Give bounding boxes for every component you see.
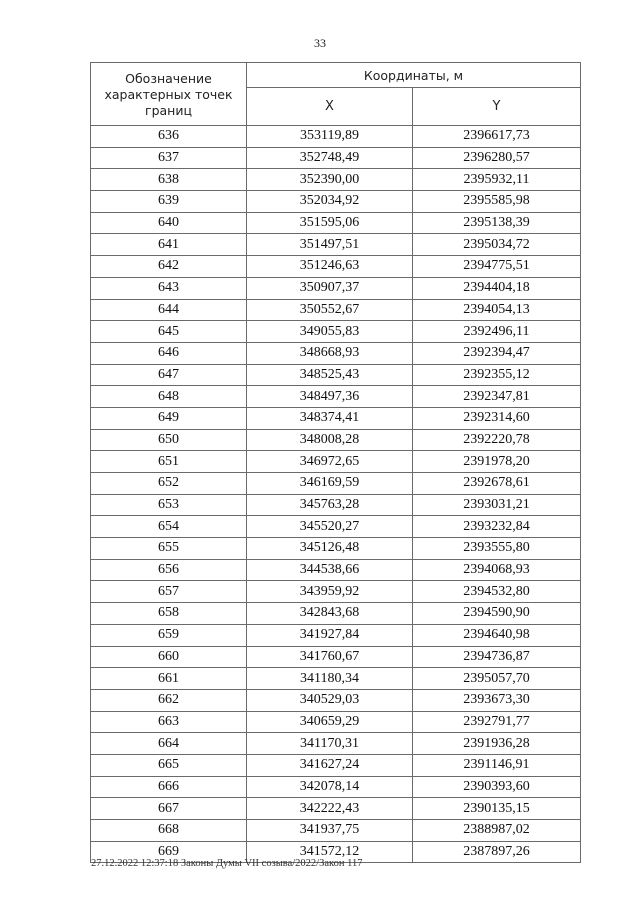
x-coordinate-cell: 352034,92	[247, 191, 413, 213]
y-coordinate-cell: 2396617,73	[413, 126, 581, 148]
y-coordinate-cell: 2395034,72	[413, 234, 581, 256]
x-coordinate-cell: 353119,89	[247, 126, 413, 148]
table-row	[91, 169, 581, 191]
point-id-cell: 648	[91, 386, 247, 408]
y-coordinate-cell: 2394775,51	[413, 256, 581, 278]
x-coordinate-cell: 349055,83	[247, 321, 413, 343]
point-id-cell: 651	[91, 451, 247, 473]
table-row	[91, 516, 581, 538]
y-coordinate-cell: 2394054,13	[413, 299, 581, 321]
table-row	[91, 559, 581, 581]
x-coordinate-cell: 342078,14	[247, 776, 413, 798]
table-row	[91, 256, 581, 278]
y-coordinate-cell: 2391978,20	[413, 451, 581, 473]
x-coordinate-cell: 346169,59	[247, 473, 413, 495]
table-row	[91, 711, 581, 733]
point-id-cell: 649	[91, 407, 247, 429]
table-row	[91, 126, 581, 148]
table-body	[91, 126, 581, 863]
point-id-cell: 656	[91, 559, 247, 581]
table-row	[91, 299, 581, 321]
y-coordinate-cell: 2394736,87	[413, 646, 581, 668]
point-id-cell: 652	[91, 473, 247, 495]
header-x: X	[247, 88, 413, 126]
y-coordinate-cell: 2395057,70	[413, 668, 581, 690]
point-id-cell: 667	[91, 798, 247, 820]
x-coordinate-cell: 343959,92	[247, 581, 413, 603]
y-coordinate-cell: 2393031,21	[413, 494, 581, 516]
header-y: Y	[413, 88, 581, 126]
table-row	[91, 776, 581, 798]
y-coordinate-cell: 2392496,11	[413, 321, 581, 343]
table-row	[91, 147, 581, 169]
table-row	[91, 754, 581, 776]
x-coordinate-cell: 346972,65	[247, 451, 413, 473]
x-coordinate-cell: 345126,48	[247, 538, 413, 560]
point-id-cell: 644	[91, 299, 247, 321]
point-id-cell: 641	[91, 234, 247, 256]
y-coordinate-cell: 2390393,60	[413, 776, 581, 798]
table-row	[91, 538, 581, 560]
x-coordinate-cell: 341937,75	[247, 820, 413, 842]
y-coordinate-cell: 2395932,11	[413, 169, 581, 191]
point-id-cell: 639	[91, 191, 247, 213]
point-id-cell: 659	[91, 624, 247, 646]
y-coordinate-cell: 2394068,93	[413, 559, 581, 581]
table-row	[91, 234, 581, 256]
point-id-cell: 660	[91, 646, 247, 668]
y-coordinate-cell: 2394404,18	[413, 277, 581, 299]
y-coordinate-cell: 2391146,91	[413, 754, 581, 776]
table-row	[91, 668, 581, 690]
table-row	[91, 820, 581, 842]
point-id-cell: 655	[91, 538, 247, 560]
page-number: 33	[314, 36, 326, 50]
x-coordinate-cell: 352748,49	[247, 147, 413, 169]
x-coordinate-cell: 340659,29	[247, 711, 413, 733]
y-coordinate-cell: 2388987,02	[413, 820, 581, 842]
table-row	[91, 451, 581, 473]
y-coordinate-cell: 2393555,80	[413, 538, 581, 560]
coordinates-table	[90, 62, 581, 863]
table-row	[91, 407, 581, 429]
x-coordinate-cell: 342843,68	[247, 603, 413, 625]
point-id-cell: 663	[91, 711, 247, 733]
x-coordinate-cell: 351595,06	[247, 212, 413, 234]
y-coordinate-cell: 2394590,90	[413, 603, 581, 625]
point-id-cell: 650	[91, 429, 247, 451]
x-coordinate-cell: 348497,36	[247, 386, 413, 408]
point-id-cell: 637	[91, 147, 247, 169]
point-id-cell: 653	[91, 494, 247, 516]
x-coordinate-cell: 351246,63	[247, 256, 413, 278]
point-id-cell: 657	[91, 581, 247, 603]
table-row	[91, 473, 581, 495]
y-coordinate-cell: 2392678,61	[413, 473, 581, 495]
header-coordinates: Координаты, м	[247, 63, 581, 88]
table-row	[91, 624, 581, 646]
x-coordinate-cell: 345763,28	[247, 494, 413, 516]
x-coordinate-cell: 340529,03	[247, 689, 413, 711]
y-coordinate-cell: 2392355,12	[413, 364, 581, 386]
x-coordinate-cell: 341170,31	[247, 733, 413, 755]
point-id-cell: 661	[91, 668, 247, 690]
table-row	[91, 386, 581, 408]
document-footer: 27.12.2022 12:37:18 Законы Думы VII созыва/2022/Закон 117	[91, 858, 363, 869]
x-coordinate-cell: 350552,67	[247, 299, 413, 321]
x-coordinate-cell: 348668,93	[247, 342, 413, 364]
x-coordinate-cell: 341627,24	[247, 754, 413, 776]
x-coordinate-cell: 350907,37	[247, 277, 413, 299]
table-row	[91, 212, 581, 234]
point-id-cell: 640	[91, 212, 247, 234]
point-id-cell: 658	[91, 603, 247, 625]
x-coordinate-cell: 351497,51	[247, 234, 413, 256]
table-row	[91, 342, 581, 364]
x-coordinate-cell: 352390,00	[247, 169, 413, 191]
point-id-cell: 665	[91, 754, 247, 776]
y-coordinate-cell: 2392347,81	[413, 386, 581, 408]
y-coordinate-cell: 2393673,30	[413, 689, 581, 711]
table-row	[91, 689, 581, 711]
x-coordinate-cell: 341760,67	[247, 646, 413, 668]
y-coordinate-cell: 2394532,80	[413, 581, 581, 603]
x-coordinate-cell: 348374,41	[247, 407, 413, 429]
table-row	[91, 429, 581, 451]
point-id-cell: 646	[91, 342, 247, 364]
x-coordinate-cell: 345520,27	[247, 516, 413, 538]
point-id-cell: 636	[91, 126, 247, 148]
table-row	[91, 603, 581, 625]
y-coordinate-cell: 2392791,77	[413, 711, 581, 733]
y-coordinate-cell: 2392220,78	[413, 429, 581, 451]
y-coordinate-cell: 2395585,98	[413, 191, 581, 213]
x-coordinate-cell: 348525,43	[247, 364, 413, 386]
table-row	[91, 646, 581, 668]
x-coordinate-cell: 341927,84	[247, 624, 413, 646]
y-coordinate-cell: 2393232,84	[413, 516, 581, 538]
point-id-cell: 645	[91, 321, 247, 343]
point-id-cell: 666	[91, 776, 247, 798]
y-coordinate-cell: 2392314,60	[413, 407, 581, 429]
x-coordinate-cell: 342222,43	[247, 798, 413, 820]
point-id-cell: 668	[91, 820, 247, 842]
y-coordinate-cell: 2392394,47	[413, 342, 581, 364]
table-row	[91, 277, 581, 299]
y-coordinate-cell: 2395138,39	[413, 212, 581, 234]
table-row	[91, 798, 581, 820]
point-id-cell: 654	[91, 516, 247, 538]
point-id-cell: 669	[91, 841, 247, 863]
table-row	[91, 191, 581, 213]
x-coordinate-cell: 341180,34	[247, 668, 413, 690]
table-row	[91, 321, 581, 343]
table-row	[91, 581, 581, 603]
y-coordinate-cell: 2387897,26	[413, 841, 581, 863]
point-id-cell: 638	[91, 169, 247, 191]
table-row	[91, 733, 581, 755]
y-coordinate-cell: 2394640,98	[413, 624, 581, 646]
y-coordinate-cell: 2391936,28	[413, 733, 581, 755]
y-coordinate-cell: 2396280,57	[413, 147, 581, 169]
point-id-cell: 643	[91, 277, 247, 299]
table-row	[91, 494, 581, 516]
point-id-cell: 642	[91, 256, 247, 278]
point-id-cell: 647	[91, 364, 247, 386]
y-coordinate-cell: 2390135,15	[413, 798, 581, 820]
x-coordinate-cell: 348008,28	[247, 429, 413, 451]
x-coordinate-cell: 344538,66	[247, 559, 413, 581]
point-id-cell: 664	[91, 733, 247, 755]
header-point-id: Обозначение характерных точек границ	[91, 63, 247, 126]
table-row	[91, 364, 581, 386]
x-coordinate-cell: 341572,12	[247, 841, 413, 863]
point-id-cell: 662	[91, 689, 247, 711]
